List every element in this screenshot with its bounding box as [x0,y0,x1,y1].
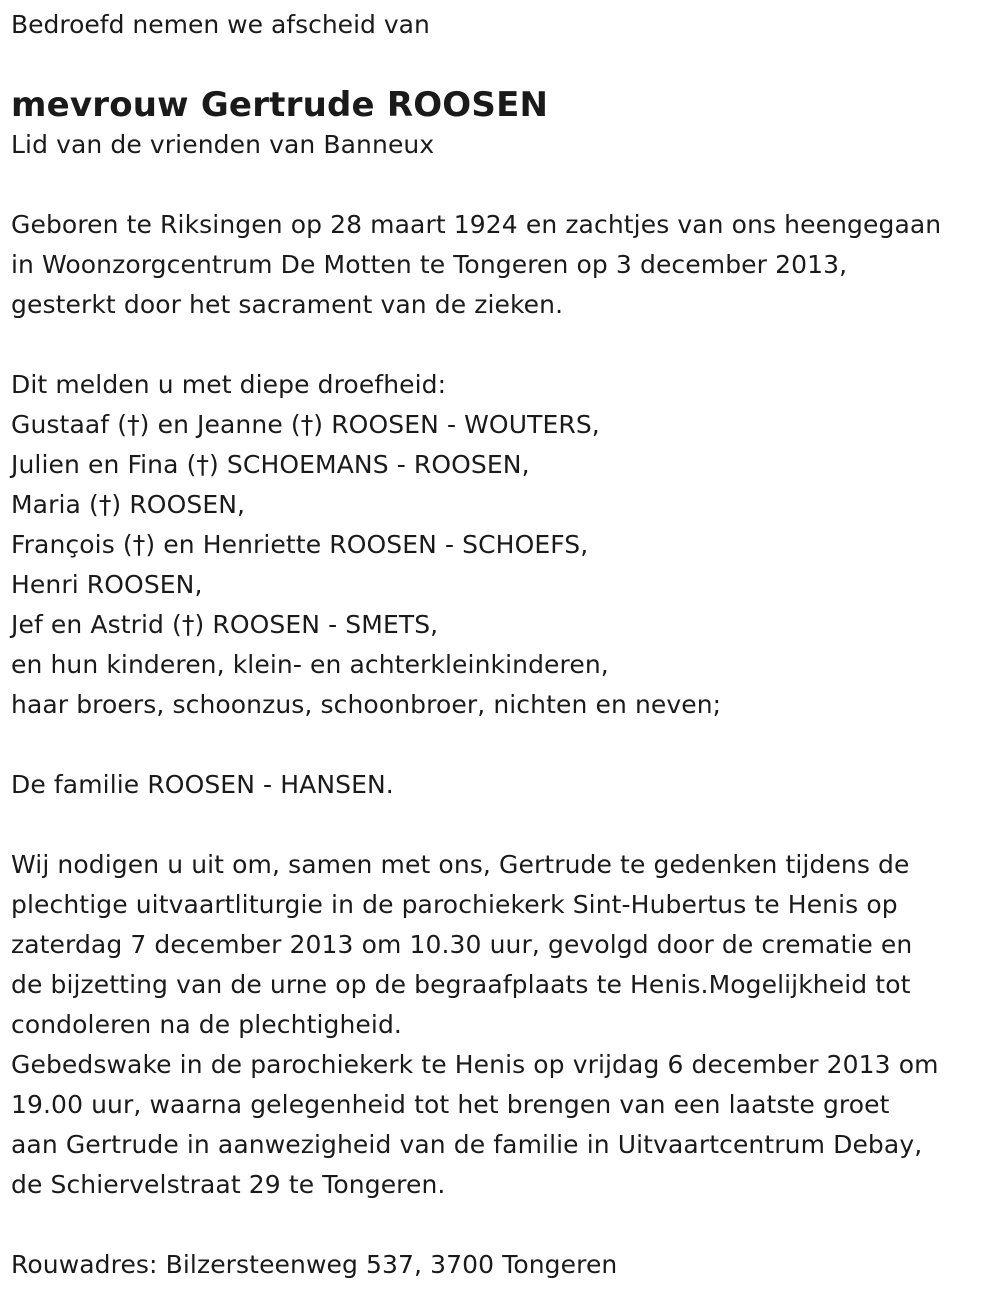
paragraph-line: zaterdag 7 december 2013 om 10.30 uur, gevolgd door de crematie en [11,930,913,959]
mourner-entry: Jef en Astrid (†) ROOSEN - SMETS, [11,610,439,639]
paragraph-line: de bijzetting van de urne op de begraafplaats te Henis.Mogelijkheid tot [11,970,911,999]
paragraph-line: Geboren te Riksingen op 28 maart 1924 en zachtjes van ons heengegaan [11,210,942,239]
mourners-list [11,365,986,725]
paragraph-line: 19.00 uur, waarna gelegenheid tot het brengen van een laatste groet [11,1090,890,1119]
paragraph-line: de Schiervelstraat 29 te Tongeren. [11,1170,446,1199]
paragraph-line: gesterkt door het sacrament van de zieken. [11,290,564,319]
obituary-document [11,5,986,1285]
mourner-entry: Julien en Fina (†) SCHOEMANS - ROOSEN, [11,450,530,479]
spacer [11,805,986,845]
mourner-entry: Gustaaf (†) en Jeanne (†) ROOSEN - WOUTERS, [11,410,600,439]
mourners-heading: Dit melden u met diepe droefheid: [11,370,447,399]
paragraph-line: in Woonzorgcentrum De Motten te Tongeren op 3 december 2013, [11,250,848,279]
mourner-entry: Henri ROOSEN, [11,570,203,599]
paragraph-line: condoleren na de plechtigheid. [11,1010,402,1039]
mourner-entry: haar broers, schoonzus, schoonbroer, nichten en neven; [11,690,722,719]
mourner-entry: en hun kinderen, klein- en achterkleinkinderen, [11,650,609,679]
mourner-entry: Maria (†) ROOSEN, [11,490,246,519]
paragraph-line: plechtige uitvaartliturgie in de parochiekerk Sint-Hubertus te Henis op [11,890,898,919]
deceased-name: mevrouw Gertrude ROOSEN [11,85,549,125]
spacer [11,325,986,365]
paragraph-line: Gebedswake in de parochiekerk te Henis op vrijdag 6 december 2013 om [11,1050,939,1079]
ceremony-paragraph [11,845,986,1205]
spacer [11,165,986,205]
paragraph-line: Wij nodigen u uit om, samen met ons, Gertrude te gedenken tijdens de [11,850,910,879]
paragraph-line: aan Gertrude in aanwezigheid van de familie in Uitvaartcentrum Debay, [11,1130,923,1159]
intro-line: Bedroefd nemen we afscheid van [11,10,430,39]
family-line: De familie ROOSEN - HANSEN. [11,770,394,799]
mourner-entry: François (†) en Henriette ROOSEN - SCHOEFS, [11,530,589,559]
spacer [11,725,986,765]
spacer [11,1205,986,1245]
membership-line: Lid van de vrienden van Banneux [11,130,435,159]
mourning-address: Rouwadres: Bilzersteenweg 537, 3700 Tongeren [11,1250,618,1279]
birth-death-paragraph [11,205,986,325]
